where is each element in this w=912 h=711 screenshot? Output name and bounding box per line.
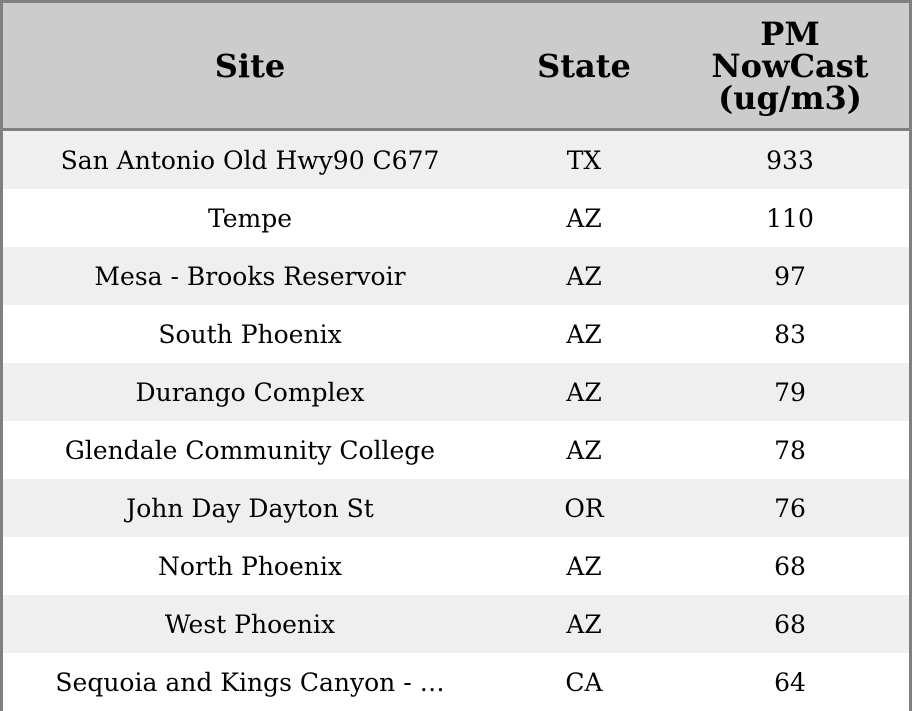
state-cell: AZ	[566, 203, 602, 233]
pm-value-cell: 933	[766, 145, 814, 175]
pm-value-cell: 83	[774, 319, 806, 349]
state-cell: AZ	[566, 551, 602, 581]
table-row	[3, 247, 909, 305]
site-cell: Sequoia and Kings Canyon - …	[55, 667, 445, 697]
site-cell: San Antonio Old Hwy90 C677	[60, 145, 440, 175]
table-row	[3, 653, 909, 711]
site-cell: John Day Dayton St	[126, 493, 374, 523]
pm-value-cell: 79	[774, 377, 806, 407]
table-row	[3, 305, 909, 363]
site-cell: Mesa - Brooks Reservoir	[94, 261, 406, 291]
column-header-state	[497, 3, 671, 128]
column-header-state-label: State	[537, 46, 631, 85]
column-header-pm-nowcast	[671, 3, 909, 128]
state-cell: AZ	[566, 435, 602, 465]
table-row	[3, 537, 909, 595]
pm-value-cell: 78	[774, 435, 806, 465]
column-header-site	[3, 3, 497, 128]
table-row	[3, 189, 909, 247]
pm-value-cell: 97	[774, 261, 806, 291]
table-row	[3, 131, 909, 189]
state-cell: TX	[566, 145, 602, 175]
site-cell: South Phoenix	[158, 319, 342, 349]
site-cell: Tempe	[207, 203, 293, 233]
pm-value-cell: 64	[774, 667, 806, 697]
table-row	[3, 363, 909, 421]
pm-value-cell: 110	[766, 203, 814, 233]
pm-value-cell: 68	[774, 609, 806, 639]
table-row	[3, 595, 909, 653]
pm-value-cell: 68	[774, 551, 806, 581]
table-header-row	[3, 3, 909, 131]
table-row	[3, 421, 909, 479]
table-body	[3, 131, 909, 711]
state-cell: OR	[564, 493, 604, 523]
pm-value-cell: 76	[774, 493, 806, 523]
site-cell: Glendale Community College	[64, 435, 436, 465]
site-cell: Durango Complex	[135, 377, 365, 407]
site-cell: North Phoenix	[158, 551, 342, 581]
column-header-site-label: Site	[214, 46, 286, 85]
state-cell: AZ	[566, 609, 602, 639]
column-header-pm-nowcast-label: PM NowCast (ug/m3)	[711, 14, 869, 117]
state-cell: CA	[565, 667, 603, 697]
site-cell: West Phoenix	[164, 609, 336, 639]
state-cell: AZ	[566, 261, 602, 291]
state-cell: AZ	[566, 319, 602, 349]
state-cell: AZ	[566, 377, 602, 407]
table-row	[3, 479, 909, 537]
